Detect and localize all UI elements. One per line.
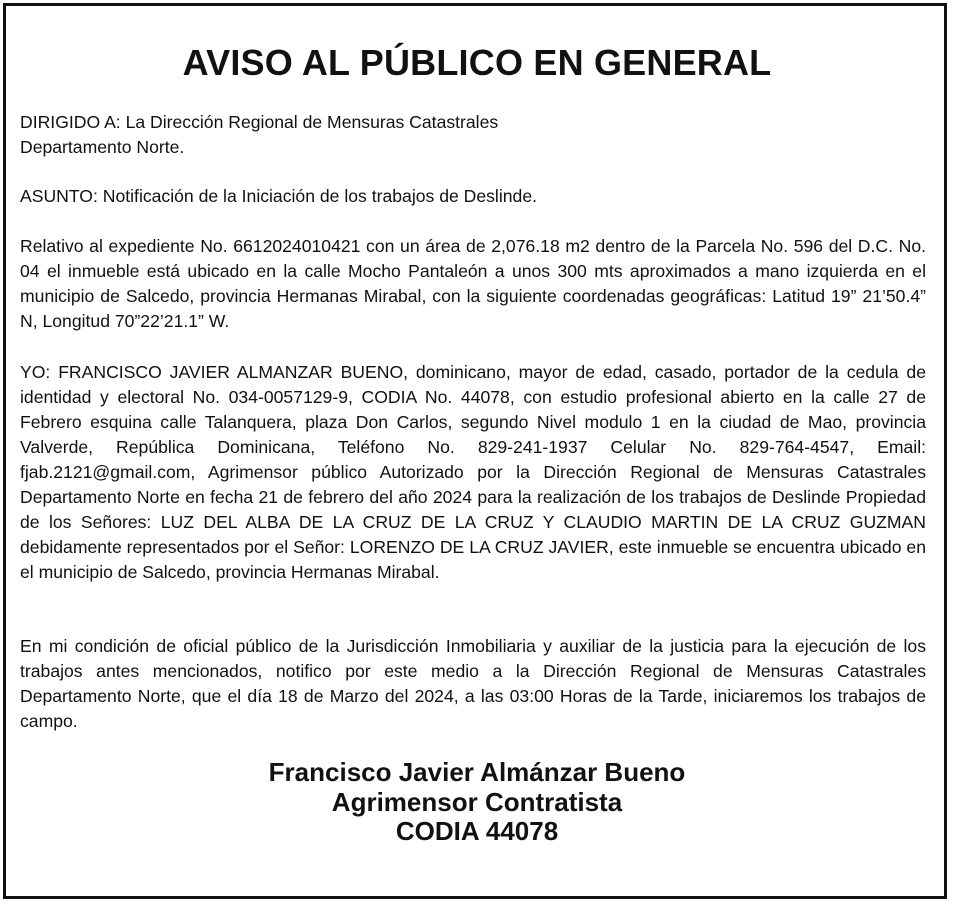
signature-name: Francisco Javier Almánzar Bueno [268, 757, 686, 787]
surveyor-declaration-paragraph: YO: FRANCISCO JAVIER ALMANZAR BUENO, dominicano, mayor de edad, casado, portador de la cedula de identidad y electoral No. 034-0057129-9, CODIA No. 44078, con estudio profesional abierto en la calle 27 de Febrero esquina calle Talanquera, plaza Don Carlos, segundo Nivel modulo 1 en la ciudad de Mao, provincia Valverde, República Dominicana, Teléfono No. 829-241-1937 Celular No. 829-764-4547, Email: fjab.2121@gmail.com, Agrimensor público Autorizado por la Dirección Regional de Mensuras Catastrales Departamento Norte en fecha 21 de febrero del año 2024 para la realización de los trabajos de Deslinde Propiedad de los Señores: LUZ DEL ALBA DE LA CRUZ DE LA CRUZ Y CLAUDIO MARTIN DE LA CRUZ GUZMAN debidamente representados por el Señor: LORENZO DE LA CRUZ JAVIER, este inmueble se encuentra ubicado en el municipio de Salcedo, provincia Hermanas Mirabal. [20, 362, 926, 582]
file-reference-paragraph: Relativo al expediente No. 6612024010421 con un área de 2,076.18 m2 dentro de la Parcela No. 596 del D.C. No. 04 el inmueble está ubicado en la calle Mocho Pantaleón a unos 300 mts aproximados a mano izquierda en el municipio de Salcedo, provincia Hermanas Mirabal, con la siguiente coordenadas geográficas: Latitud 19” 21’50.4” N, Longitud 70”22’21.1” W. [20, 236, 926, 331]
addressee-department: Departamento Norte. [20, 137, 185, 157]
signature-codia: CODIA 44078 [395, 816, 559, 846]
signature-role: Agrimensor Contratista [331, 786, 623, 817]
notice-title: AVISO AL PÚBLICO EN GENERAL [182, 42, 772, 83]
signature-block [0, 758, 954, 847]
addressee-paragraph [20, 110, 926, 160]
notification-paragraph: En mi condición de oficial público de la Jurisdicción Inmobiliaria y auxiliar de la justicia para la ejecución de los trabajos antes mencionados, notifico por este medio a la Dirección Regional de Mensuras Catastrales Departamento Norte, que el día 18 de Marzo del 2024, a las 03:00 Horas de la Tarde, iniciaremos los trabajos de campo. [20, 636, 926, 731]
subject-paragraph: ASUNTO: Notificación de la Iniciación de los trabajos de Deslinde. [20, 186, 537, 206]
addressee-line: DIRIGIDO A: La Dirección Regional de Mensuras Catastrales [20, 112, 499, 132]
